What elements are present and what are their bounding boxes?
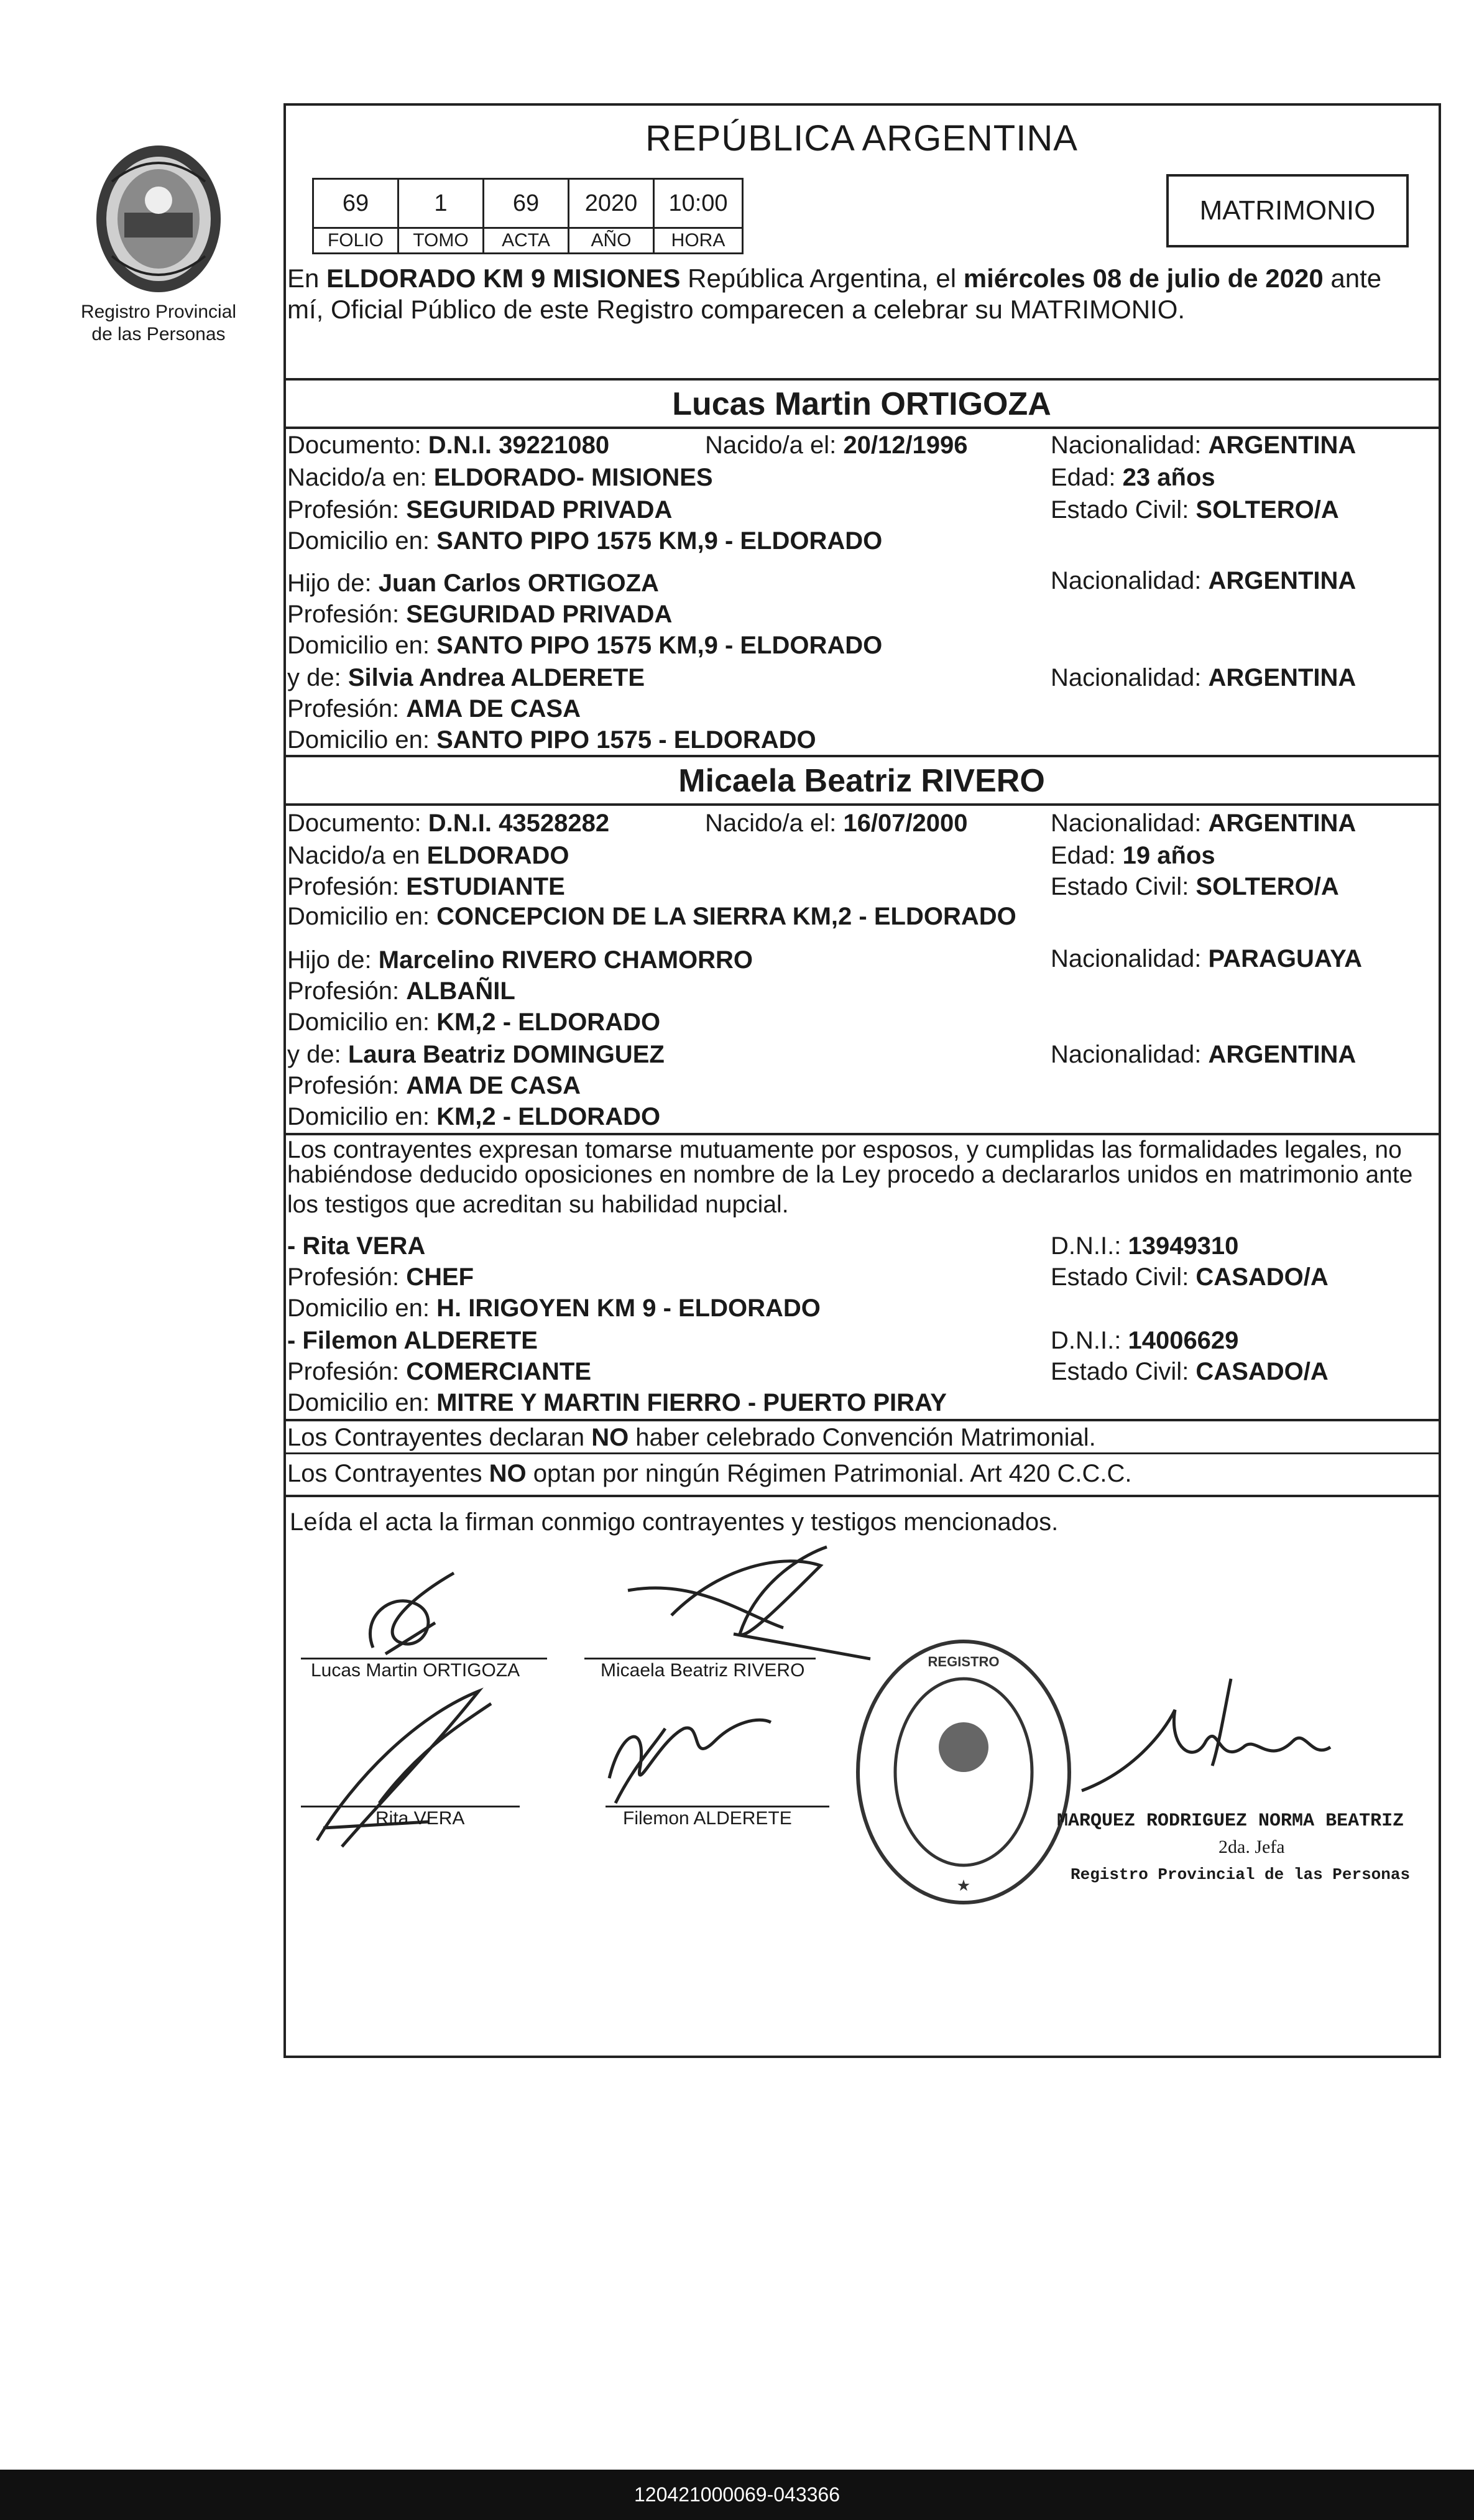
witness1-profession: Profesión: CHEF: [287, 1263, 474, 1291]
divider: [283, 803, 1439, 806]
spouse2-father-address: Domicilio en: KM,2 - ELDORADO: [287, 1008, 661, 1036]
signature-line: [301, 1658, 547, 1659]
signature-scribble-spouse2: [622, 1541, 883, 1665]
header-fields: [312, 178, 744, 256]
convention-line1: Los Contrayentes declaran NO haber celebrado Convención Matrimonial.: [287, 1424, 1096, 1451]
spouse1-documento: Documento: D.N.I. 39221080: [287, 432, 610, 459]
witness1-address: Domicilio en: H. IRIGOYEN KM 9 - ELDORADO: [287, 1295, 821, 1322]
svg-text:REGISTRO: REGISTRO: [928, 1654, 1000, 1669]
province-seal-logo: [87, 138, 230, 300]
signature-label-witness2: Filemon ALDERETE: [623, 1808, 792, 1829]
official-role: 2da. Jefa: [1218, 1837, 1285, 1857]
tomo-label: TOMO: [397, 227, 484, 254]
barcode-footer: 120421000069-043366: [0, 2470, 1474, 2520]
registry-stamp: [845, 1629, 1082, 1915]
spouse2-mother-address: Domicilio en: KM,2 - ELDORADO: [287, 1103, 661, 1130]
convention-line2: Los Contrayentes NO optan por ningún Régimen Patrimonial. Art 420 C.C.C.: [287, 1460, 1132, 1487]
document-title: REPÚBLICA ARGENTINA: [645, 118, 1078, 159]
spouse1-father-address: Domicilio en: SANTO PIPO 1575 KM,9 - ELDORADO: [287, 632, 883, 659]
official-name: MARQUEZ RODRIGUEZ NORMA BEATRIZ: [1057, 1811, 1404, 1832]
spouse1-address: Domicilio en: SANTO PIPO 1575 KM,9 - ELDORADO: [287, 527, 883, 555]
spouse1-father: Hijo de: Juan Carlos ORTIGOZA: [287, 570, 659, 597]
svg-text:★: ★: [957, 1878, 970, 1893]
folio-value: 69: [312, 178, 399, 229]
signature-scribble-witness2: [597, 1704, 783, 1809]
declaration-line1: Los contrayentes expresan tomarse mutuamente por esposos, y cumplidas las formalidades legales, no: [287, 1137, 1402, 1163]
acta-value: 69: [482, 178, 569, 229]
spouse1-birthdate: Nacido/a el: 20/12/1996: [705, 432, 968, 459]
signature-label-witness1: Rita VERA: [375, 1808, 465, 1829]
act-type: MATRIMONIO: [1199, 195, 1376, 226]
witness1-civil-status: Estado Civil: CASADO/A: [1051, 1263, 1329, 1291]
spouse1-mother-profession: Profesión: AMA DE CASA: [287, 695, 581, 722]
spouse1-name: Lucas Martin ORTIGOZA: [672, 386, 1051, 422]
intro-line1: En ELDORADO KM 9 MISIONES República Argentina, el miércoles 08 de julio de 2020 ante: [287, 264, 1382, 293]
spouse1-father-profession: Profesión: SEGURIDAD PRIVADA: [287, 601, 673, 628]
spouse2-father: Hijo de: Marcelino RIVERO CHAMORRO: [287, 946, 753, 974]
intro-place: ELDORADO KM 9 MISIONES: [326, 264, 681, 293]
hora-value: 10:00: [653, 178, 744, 229]
witness2-dni: D.N.I.: 14006629: [1051, 1327, 1239, 1354]
spouse2-mother-nationality: Nacionalidad: ARGENTINA: [1051, 1041, 1357, 1068]
declaration-line2: habiéndose deducido oposiciones en nombre de la Ley procedo a declararlos unidos en matrimonio ante: [287, 1161, 1413, 1188]
spouse2-birthplace: Nacido/a en ELDORADO: [287, 842, 569, 869]
divider: [283, 1495, 1439, 1497]
divider: [283, 427, 1439, 429]
divider: [283, 1452, 1439, 1454]
spouse2-civil-status: Estado Civil: SOLTERO/A: [1051, 873, 1339, 900]
spouse2-profession: Profesión: ESTUDIANTE: [287, 873, 565, 900]
spouse1-mother: y de: Silvia Andrea ALDERETE: [287, 664, 645, 691]
closing-text: Leída el acta la firman conmigo contrayentes y testigos mencionados.: [290, 1508, 1059, 1536]
spouse1-age: Edad: 23 años: [1051, 464, 1215, 491]
signature-scribble-witness1: [305, 1679, 504, 1859]
spouse2-address: Domicilio en: CONCEPCION DE LA SIERRA KM,2 - ELDORADO: [287, 903, 1016, 930]
registry-name: [59, 301, 258, 346]
spouse1-mother-nationality: Nacionalidad: ARGENTINA: [1051, 664, 1357, 691]
intro-date: miércoles 08 de julio de 2020: [963, 264, 1324, 293]
acta-label: ACTA: [482, 227, 569, 254]
witness2-civil-status: Estado Civil: CASADO/A: [1051, 1358, 1329, 1385]
signature-line: [606, 1806, 829, 1807]
signature-line: [301, 1806, 520, 1807]
divider: [283, 1419, 1439, 1421]
spouse2-name: Micaela Beatriz RIVERO: [678, 763, 1045, 799]
signature-line: [584, 1658, 816, 1659]
witness2-address: Domicilio en: MITRE Y MARTIN FIERRO - PUERTO PIRAY: [287, 1389, 947, 1416]
spouse1-civil-status: Estado Civil: SOLTERO/A: [1051, 496, 1339, 524]
signature-label-spouse1: Lucas Martin ORTIGOZA: [311, 1660, 520, 1681]
ano-value: 2020: [568, 178, 655, 229]
spouse1-birthplace: Nacido/a en: ELDORADO- MISIONES: [287, 464, 713, 491]
spouse1-father-nationality: Nacionalidad: ARGENTINA: [1051, 567, 1357, 594]
spouse2-mother: y de: Laura Beatriz DOMINGUEZ: [287, 1041, 665, 1068]
spouse2-nationality: Nacionalidad: ARGENTINA: [1051, 810, 1357, 837]
spouse2-documento: Documento: D.N.I. 43528282: [287, 810, 610, 837]
declaration-line3: los testigos que acreditan su habilidad nupcial.: [287, 1191, 789, 1218]
spouse2-father-nationality: Nacionalidad: PARAGUAYA: [1051, 945, 1362, 972]
spouse1-nationality: Nacionalidad: ARGENTINA: [1051, 432, 1357, 459]
hora-label: HORA: [653, 227, 744, 254]
spouse2-birthdate: Nacido/a el: 16/07/2000: [705, 810, 968, 837]
spouse2-age: Edad: 19 años: [1051, 842, 1215, 869]
divider: [283, 755, 1439, 757]
intro-line2: mí, Oficial Público de este Registro comparecen a celebrar su MATRIMONIO.: [287, 295, 1186, 324]
spouse1-mother-address: Domicilio en: SANTO PIPO 1575 - ELDORADO: [287, 726, 816, 754]
registry-name-line2: de las Personas: [91, 324, 226, 344]
official-office: Registro Provincial de las Personas: [1071, 1865, 1411, 1884]
act-type-box: [1166, 174, 1409, 247]
folio-label: FOLIO: [312, 227, 399, 254]
signature-label-spouse2: Micaela Beatriz RIVERO: [601, 1660, 805, 1681]
registry-name-line1: Registro Provincial: [80, 302, 237, 322]
witness2-name: - Filemon ALDERETE: [287, 1327, 538, 1354]
divider: [283, 378, 1439, 381]
signature-scribble-spouse1: [348, 1567, 472, 1666]
spouse2-father-profession: Profesión: ALBAÑIL: [287, 977, 515, 1005]
spouse2-mother-profession: Profesión: AMA DE CASA: [287, 1072, 581, 1099]
spouse1-profession: Profesión: SEGURIDAD PRIVADA: [287, 496, 673, 524]
signature-scribble-official: [1069, 1673, 1355, 1803]
tomo-value: 1: [397, 178, 484, 229]
witness2-profession: Profesión: COMERCIANTE: [287, 1358, 591, 1385]
witness1-name: - Rita VERA: [287, 1232, 426, 1260]
ano-label: AÑO: [568, 227, 655, 254]
witness1-dni: D.N.I.: 13949310: [1051, 1232, 1239, 1260]
